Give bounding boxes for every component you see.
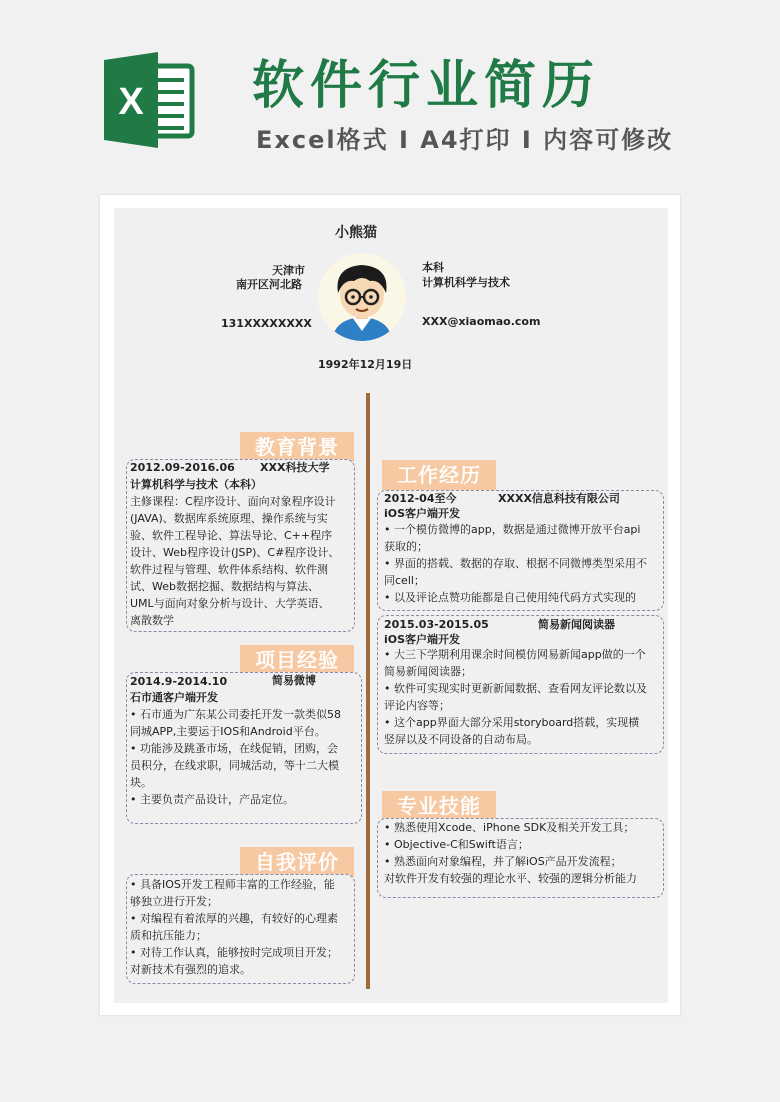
course-line: 离散数学 [130,614,174,627]
avatar [318,253,406,341]
skills-title: 专业技能 [382,791,496,821]
job-line: • 大三下学期利用课余时间模仿网易新闻app做的一个 [384,648,646,661]
job-line: 评论内容等； [384,699,450,712]
self-eval-line: • 具备IOS开发工程师丰富的工作经验，能 [130,878,335,891]
course-line: 验、软件工程导论、算法导论、C++程序 [130,529,333,542]
job-line: • 一个模仿微博的app，数据是通过微博开放平台api [384,523,641,536]
job-line: • 软件可实现实时更新新闻数据、查看网友评论数以及 [384,682,647,695]
work-title: 工作经历 [382,460,496,490]
course-line: 设计、Web程序设计(JSP)、C#程序设计、 [130,546,340,559]
skill-line: • 熟悉使用Xcode、iPhone SDK及相关开发工具； [384,821,635,834]
skill-line: • 熟悉面向对象编程，并了解iOS产品开发流程； [384,855,622,868]
job-line: 获取的； [384,540,428,553]
job-period: 2012-04至今 [384,492,457,505]
course-line: 软件过程与管理、软件体系结构、软件测 [130,563,328,576]
project-line: 员积分，在线求职，同城活动，等十二大模 [130,759,339,772]
self-eval-line: 对新技术有强烈的追求。 [130,963,251,976]
project-line: • 石市通为广东某公司委托开发一款类似58 [130,708,341,721]
document-title: 软件行业简历 [252,56,601,116]
degree: 本科 [422,261,444,274]
email: XXX@xiaomao.com [422,315,541,328]
project-line: • 功能涉及跳蚤市场，在线促销，团购，会 [130,742,338,755]
course-line: UML与面向对象分析与设计、大学英语、 [130,597,330,610]
job-line: 同cell； [384,574,425,587]
course-line: 试、Web数据挖掘、数据结构与算法、 [130,580,319,593]
job-line: • 以及评论点赞功能都是自己使用纯代码方式实现的 [384,591,636,604]
phone: 131XXXXXXXX [221,317,312,330]
document-subtitle: Excel格式 I A4打印 I 内容可修改 [256,126,674,154]
self-eval-line: • 对编程有着浓厚的兴趣，有较好的心理素 [130,912,338,925]
skill-line: 对软件开发有较强的理论水平、较强的逻辑分析能力 [384,872,637,885]
svg-text:X: X [118,81,144,123]
job-company: 简易新闻阅读器 [538,618,615,631]
excel-logo-icon [100,52,196,148]
education-degree: 计算机科学与技术（本科） [130,478,262,491]
project-role: 石市通客户端开发 [130,691,218,704]
self-eval-line: 够独立进行开发； [130,895,218,908]
project-line: • 主要负责产品设计，产品定位。 [130,793,294,806]
education-period: 2012.09-2016.06 [130,461,235,474]
project-line: 块。 [130,776,152,789]
project-title: 项目经验 [240,645,354,675]
cartoon-avatar-icon [318,253,406,341]
course-line: 主修课程：C程序设计、面向对象程序设计 [130,495,336,508]
project-period: 2014.9-2014.10 [130,675,228,688]
self-eval-line: 质和抗压能力； [130,929,207,942]
course-line: (JAVA)、数据库系统原理、操作系统与实 [130,512,328,525]
birthday: 1992年12月19日 [318,358,413,371]
job-line: • 界面的搭载、数据的存取、根据不同微博类型采用不 [384,557,647,570]
job-role: iOS客户端开发 [384,507,461,520]
job-period: 2015.03-2015.05 [384,618,489,631]
address: 南开区河北路 [236,278,302,291]
project-name: 简易微博 [272,674,316,687]
person-name: 小熊猫 [335,225,377,241]
job-line: 竖屏以及不同设备的自动布局。 [384,733,538,746]
job-line: • 这个app界面大部分采用storyboard搭载，实现横 [384,716,640,729]
timeline-divider [366,393,370,989]
project-line: 同城APP,主要运于IOS和Android平台。 [130,725,326,738]
job-company: XXXX信息科技有限公司 [498,492,620,505]
skill-line: • Objective-C和Swift语言； [384,838,529,851]
job-line: 简易新闻阅读器； [384,665,472,678]
job-role: iOS客户端开发 [384,633,461,646]
education-school: XXX科技大学 [260,461,330,474]
major: 计算机科学与技术 [422,276,510,289]
education-title: 教育背景 [240,432,354,462]
self-eval-title: 自我评价 [240,847,354,877]
self-eval-line: • 对待工作认真，能够按时完成项目开发； [130,946,338,959]
city: 天津市 [272,264,305,277]
